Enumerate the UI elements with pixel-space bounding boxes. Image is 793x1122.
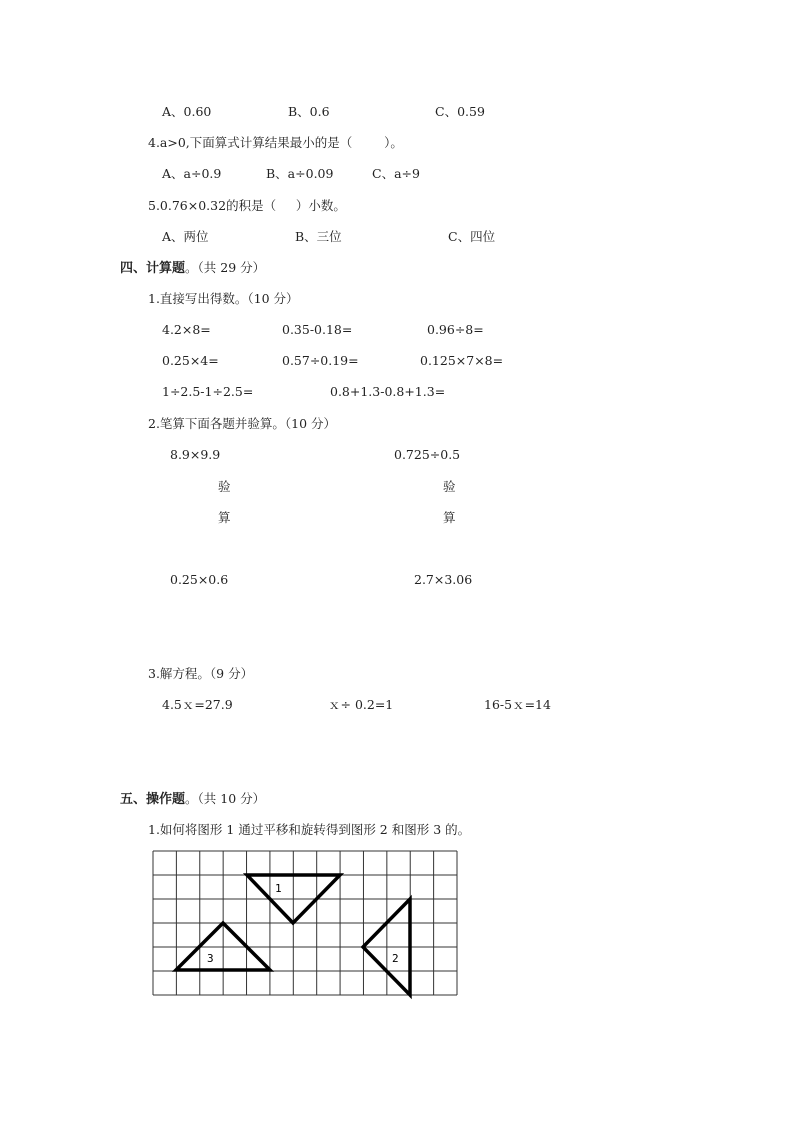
- equation-item: 16-5ｘ=14: [484, 697, 551, 712]
- written-calc-item: 0.725÷0.5: [394, 447, 461, 462]
- calc-item: 0.57÷0.19=: [282, 353, 359, 368]
- q5-option-b: B、三位: [295, 229, 342, 244]
- option-b: B、0.6: [288, 104, 330, 119]
- section-5-score: 。（共 10 分）: [185, 791, 266, 806]
- figure-label-2: 2: [392, 952, 399, 965]
- section-4-title: 四、计算题: [120, 261, 186, 276]
- equation-item: 4.5ｘ=27.9: [162, 697, 233, 712]
- option-a: A、0.60: [162, 104, 212, 119]
- question-4-stem: 4.a>0,下面算式计算结果最小的是（ ）。: [148, 135, 403, 150]
- written-calc-item: 0.25×0.6: [170, 572, 229, 587]
- q4-option-c: C、a÷9: [372, 166, 420, 181]
- part-1-title: 1.直接写出得数。（10 分）: [148, 291, 299, 306]
- written-calc-item: 8.9×9.9: [170, 447, 221, 462]
- option-c: C、0.59: [435, 104, 485, 119]
- equation-item: ｘ÷ 0.2=1: [328, 697, 394, 712]
- calc-item: 0.25×4=: [162, 353, 219, 368]
- calc-item: 1÷2.5-1÷2.5=: [162, 384, 254, 399]
- figure-label-3: 3: [207, 952, 214, 965]
- calc-item: 4.2×8=: [162, 322, 211, 337]
- calc-item: 0.96÷8=: [427, 322, 484, 337]
- q5-option-c: C、四位: [448, 229, 496, 244]
- written-calc-item: 2.7×3.06: [414, 572, 473, 587]
- part-3-title: 3.解方程。（9 分）: [148, 666, 254, 681]
- figure-label-1: 1: [275, 882, 282, 895]
- check-label: 验: [443, 479, 456, 494]
- q4-option-b: B、a÷0.09: [266, 166, 334, 181]
- question-5-stem: 5.0.76×0.32的积是（ ）小数。: [148, 198, 346, 213]
- check-label: 验: [218, 479, 231, 494]
- q4-option-a: A、a÷0.9: [162, 166, 222, 181]
- check-label: 算: [443, 510, 456, 525]
- calc-item: 0.8+1.3-0.8+1.3=: [330, 384, 446, 399]
- check-label: 算: [218, 510, 231, 525]
- calc-item: 0.125×7×8=: [420, 353, 504, 368]
- section-4-score: 。（共 29 分）: [185, 260, 266, 275]
- part-2-title: 2.笔算下面各题并验算。（10 分）: [148, 416, 337, 431]
- section-5-title: 五、操作题: [120, 792, 186, 807]
- operation-question-title: 1.如何将图形 1 通过平移和旋转得到图形 2 和图形 3 的。: [148, 822, 471, 837]
- q5-option-a: A、两位: [162, 229, 209, 244]
- calc-item: 0.35-0.18=: [282, 322, 353, 337]
